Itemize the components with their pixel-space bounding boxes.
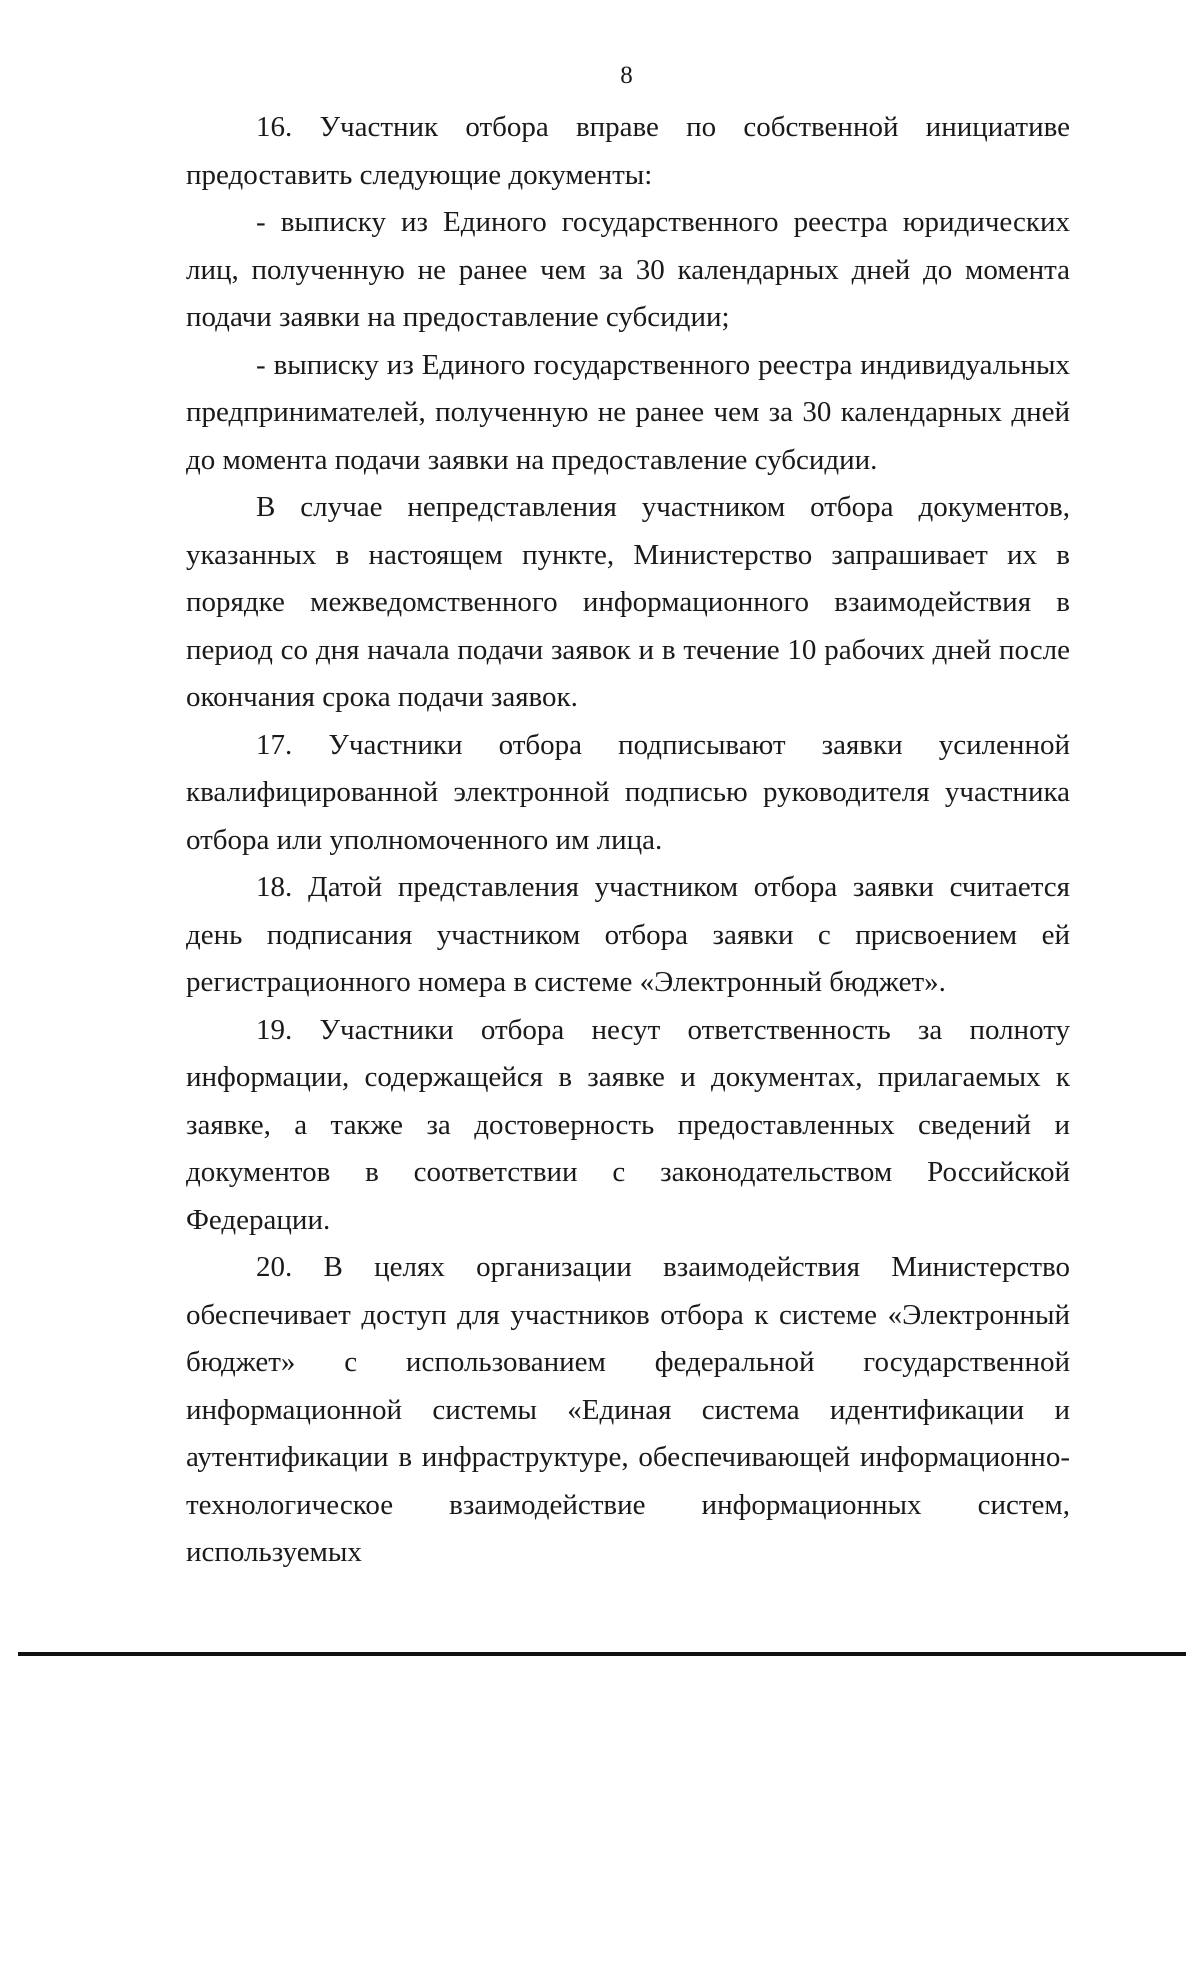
document-body (186, 104, 1070, 1577)
paragraph-16-item-entrepreneurs: - выписку из Единого государственного реестра индивидуальных предпринимателей, полученную не ранее чем за 30 календарных дней до момента подачи заявки на предоставление субсидии. (186, 348, 1070, 476)
paragraph-18: 18. Датой представления участником отбора заявки считается день подписания участником отбора заявки с присвоением ей регистрационного номера в системе «Электронный бюджет». (186, 871, 1070, 998)
paragraph-16-item-legal-entities: - выписку из Единого государственного реестра юридических лиц, полученную не ранее чем за 30 календарных дней до момента подачи заявки на предоставление субсидии; (186, 206, 1070, 333)
paragraph-16-note: В случае непредставления участником отбора документов, указанных в настоящем пункте, Министерство запрашивает их в порядке межведомственного информационного взаимодействия в период со дня начала подачи заявок и в течение 10 рабочих дней после окончания срока подачи заявок. (186, 491, 1070, 713)
paragraph-17: 17. Участники отбора подписывают заявки усиленной квалифицированной электронной подписью руководителя участника отбора или уполномоченного им лица. (186, 728, 1070, 856)
paragraph-20: 20. В целях организации взаимодействия Министерство обеспечивает доступ для участников отбора к системе «Электронный бюджет» с использованием федеральной государственной информационной системы «Единая система идентификации и аутентификации в инфраструктуре, обеспечивающей информационно-технологическое взаимодействие информационных систем, используемых (186, 1251, 1070, 1568)
page-bottom-rule (18, 1652, 1186, 1656)
page-number: 8 (620, 62, 633, 89)
paragraph-16: 16. Участник отбора вправе по собственной инициативе предоставить следующие документы: (186, 111, 1070, 191)
paragraph-19: 19. Участники отбора несут ответственность за полноту информации, содержащейся в заявке и документах, прилагаемых к заявке, а также за достоверность предоставленных сведений и документов в соответствии с законодательством Российской Федерации. (186, 1013, 1070, 1236)
